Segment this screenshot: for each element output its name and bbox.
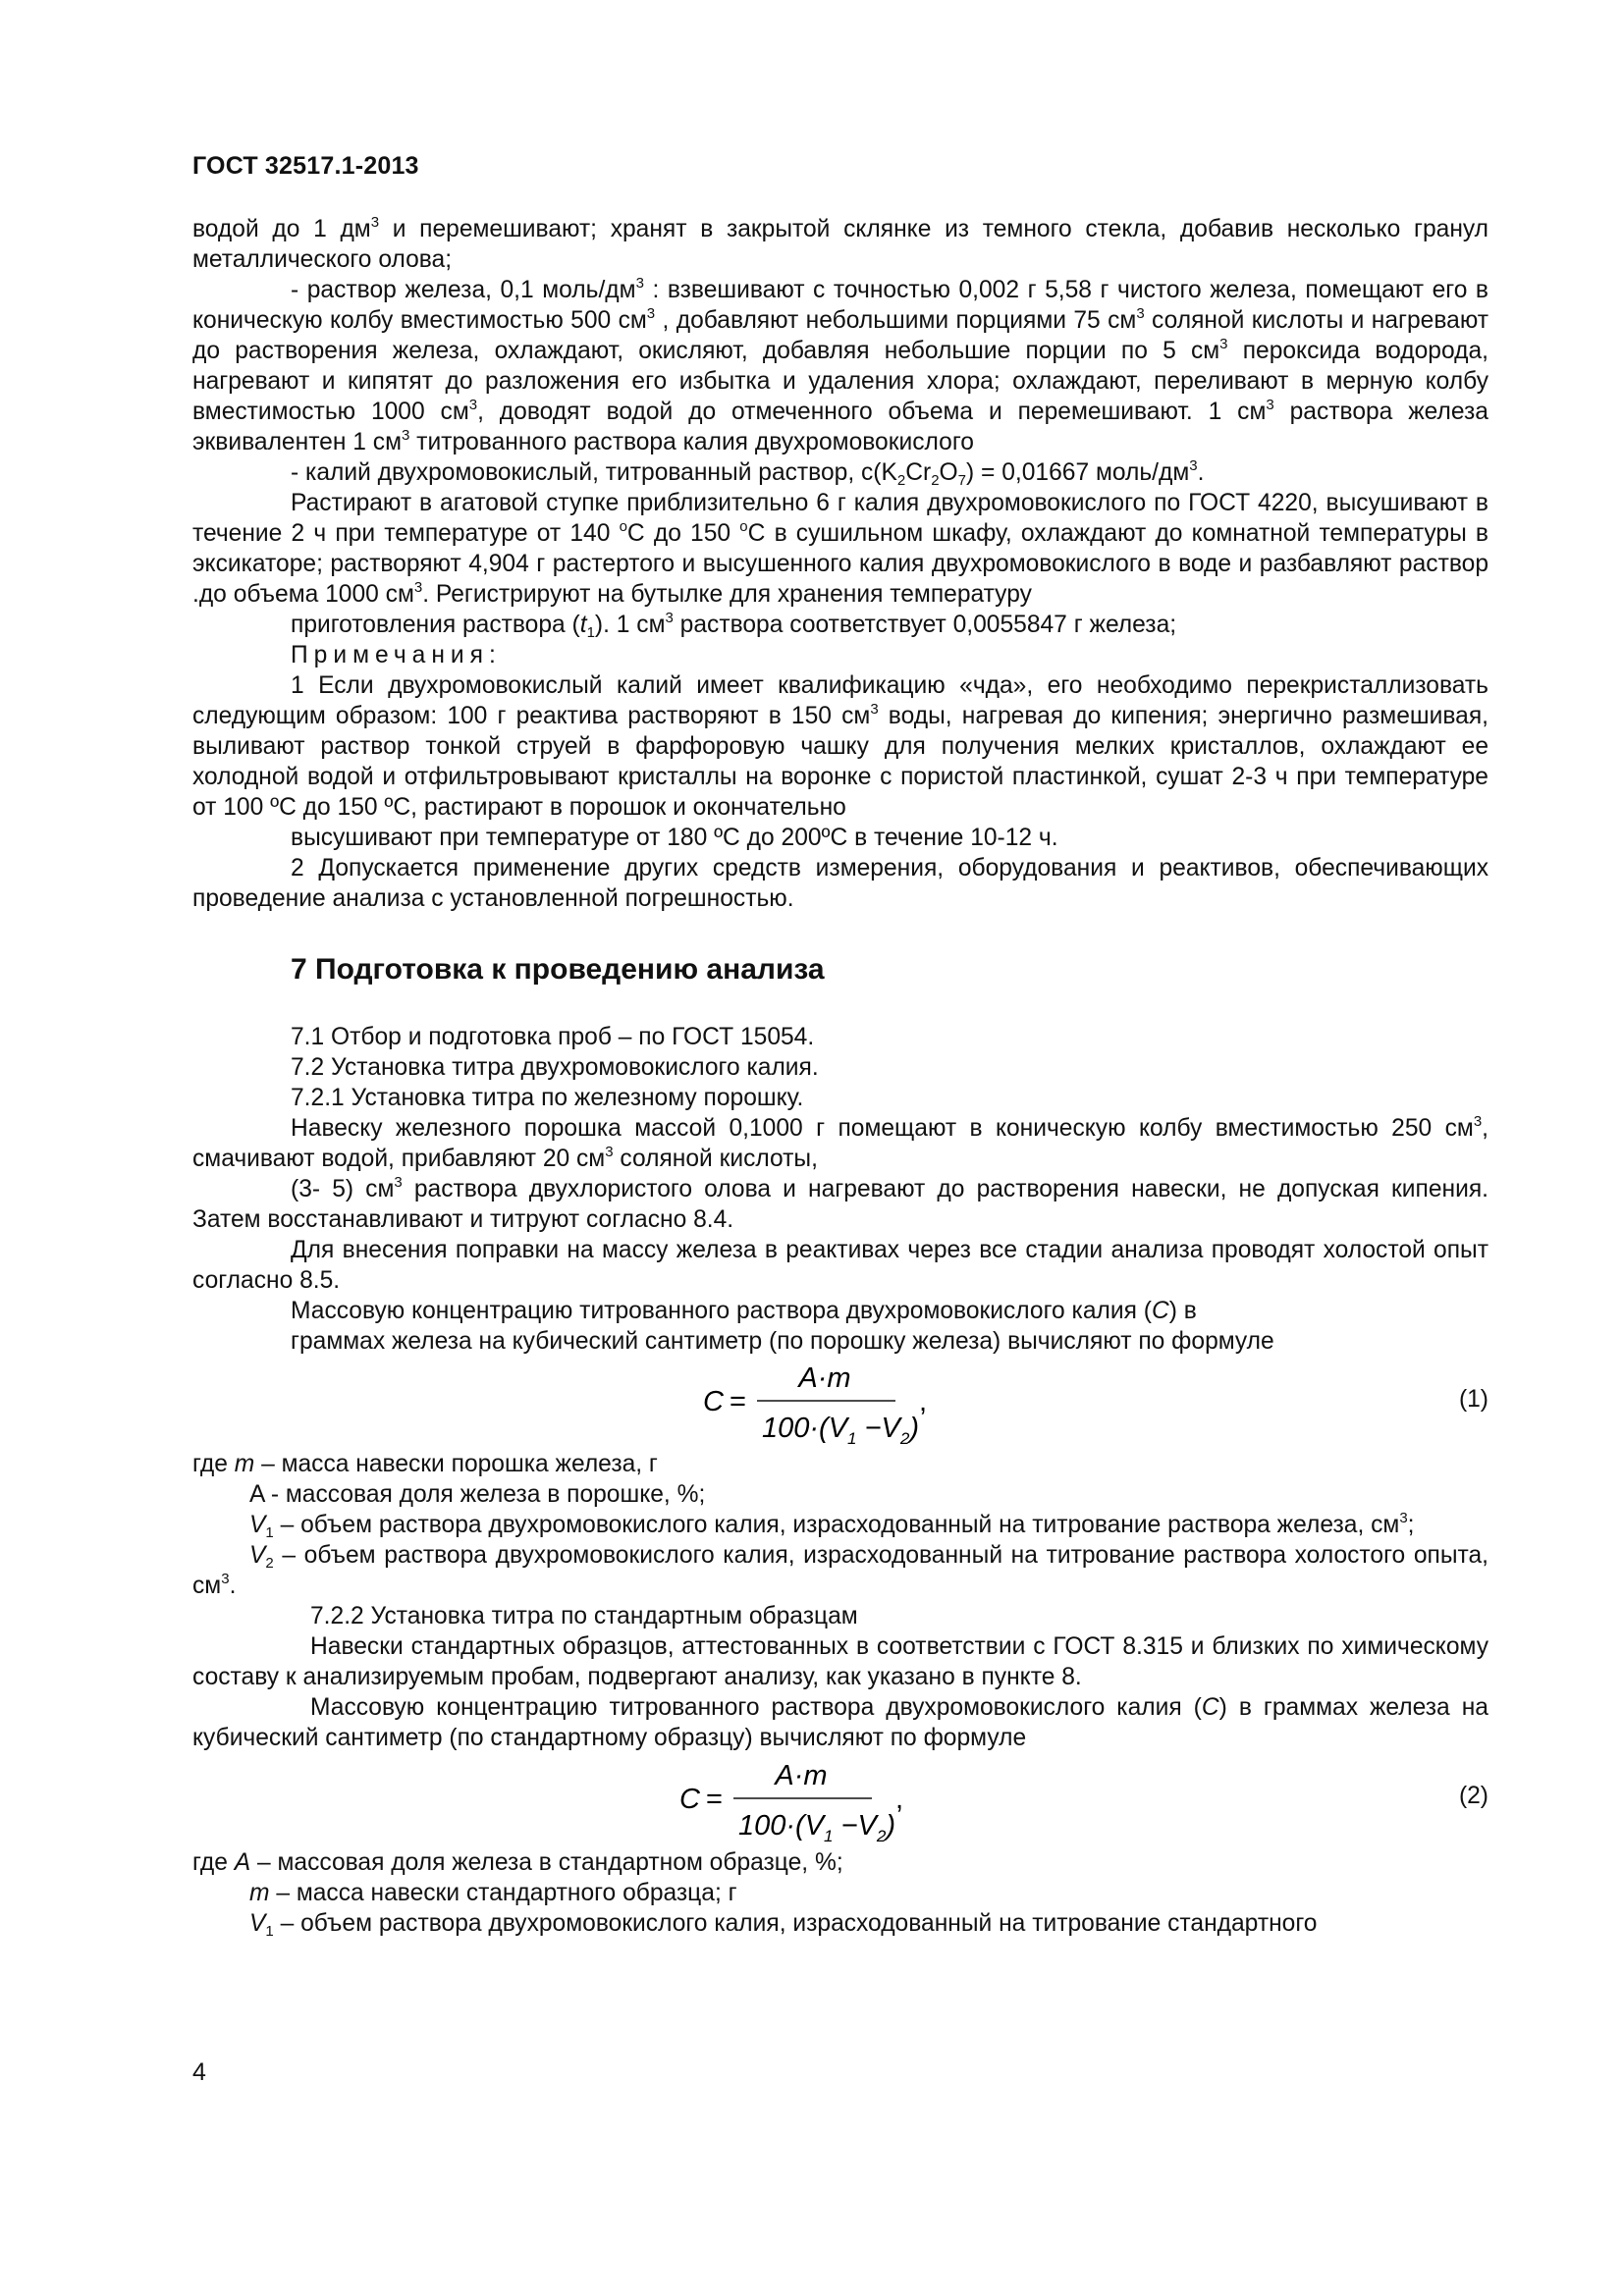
where-v1-iron: $V_1$ – объем раствора двухромовокислого калия, израсходованный на титрование раствора железа, $см^3$; xyxy=(249,1510,1415,1541)
clause-7-1: 7.1 Отбор и подготовка проб – по ГОСТ 15054. xyxy=(291,1024,815,1050)
where-m-standard: m – масса навески стандартного образца; г xyxy=(249,1880,737,1906)
paragraph-tin-storage: водой до 1 $дм^3$ и перемешивают; хранят в закрытой склянке из темного стекла, добавив несколько гранул металлического олова; xyxy=(192,214,1489,273)
formula-2 xyxy=(192,1753,1488,1847)
note-1-continuation: высушивают при температуре от 180 ºС до 200ºС в течение 10-12 ч. xyxy=(291,825,1058,851)
clause-7-2-2-concentration: Массовую концентрацию титрованного раствора двухромовокислого калия (C) в граммах железа на кубический сантиметр (по стандартному образцу) вычисляют по формуле xyxy=(192,1694,1488,1751)
formula-2-comma: , xyxy=(895,1784,904,1815)
clause-7-2-1: 7.2.1 Установка титра по железному порошку. xyxy=(291,1085,804,1111)
formula-2-numerator: A·m xyxy=(775,1760,828,1791)
clause-7-2-1-tin: (3- 5) $см^3$ раствора двухлористого олова и нагревают до растворения навески, не допуская кипения. Затем восстанавливают и титруют согласно 8.4. xyxy=(192,1174,1489,1233)
formula-1-lhs: C xyxy=(703,1386,724,1417)
where-a-powder: A - массовая доля железа в порошке, %; xyxy=(249,1481,706,1508)
where-m-powder: где m – масса навески порошка железа, г xyxy=(192,1451,658,1477)
note-2: 2 Допускается применение других средств измерения, оборудования и реактивов, обеспечивающих проведение анализа с установленной погрешностью. xyxy=(192,855,1488,912)
section-7-title: 7 Подготовка к проведению анализа xyxy=(291,953,825,986)
formula-2-equals: = xyxy=(706,1784,723,1815)
clause-7-2-2: 7.2.2 Установка титра по стандартным образцам xyxy=(310,1603,858,1629)
clause-7-2-1-formula-intro: граммах железа на кубический сантиметр (по порошку железа) вычисляют по формуле xyxy=(291,1328,1274,1355)
paragraph-grinding: Растирают в агатовой ступке приблизительно 6 г калия двухромовокислого по ГОСТ 4220, высушивают в течение 2 ч при температуре от 140 $^o$С до 150 $^o$С в сушильном шкафу, охлаждают до комнатной температуры в эксикаторе; растворяют 4,904 г растертого и высушенного калия двухромовокислого в воде и разбавляют раствор .до объема 1000 $см^3$. Регистрируют на бутылке для хранения температуру xyxy=(192,490,1488,608)
document-body xyxy=(192,214,1488,1939)
formula-1 xyxy=(192,1357,1488,1449)
paragraph-iron-solution: - раствор железа, 0,1 моль/$дм^3$ : взвешивают с точностью 0,002 г 5,58 г чистого железа, помещают его в коническую колбу вместимостью 500 $см^3$ , добавляют небольшими порциями 75 $см^3$ соляной кислоты и нагревают до растворения железа, охлаждают, окисляют, добавляя небольшие порции по 5 $см^3$ пероксида водорода, нагревают и кипятят до разложения его избытка и удаления хлора; охлаждают, переливают в мерную колбу вместимостью 1000 $см^3$, доводят водой до отмеченного объема и перемешивают. 1 $см^3$ раствора железа эквивалентен 1 $см^3$ титрованного раствора калия двухромовокислого xyxy=(192,275,1488,455)
where-v2-blank: $V_2$ – объем раствора двухромовокислого калия, израсходованный на титрование раствора холостого опыта, $см^3$. xyxy=(192,1542,1488,1599)
formula-1-denominator: $100\cdot(V_1 -V_2)$ xyxy=(762,1413,919,1448)
formula-1-numerator: A·m xyxy=(798,1362,851,1394)
notes-title: Примечания: xyxy=(291,642,502,668)
paragraph-preparation-temperature: приготовления раствора $(t_1)$. 1 $см^3$ раствора соответствует 0,0055847 г железа; xyxy=(291,610,1177,641)
formula-1-expression xyxy=(703,1357,1096,1449)
formula-1-number: (1) xyxy=(1458,1386,1488,1413)
formula-2-lhs: C xyxy=(679,1784,700,1815)
clause-7-2-2-standards: Навески стандартных образцов, аттестованных в соответствии с ГОСТ 8.315 и близких по химическому составу к анализируемым пробам, подвергают анализу, как указано в пункте 8. xyxy=(192,1633,1488,1690)
note-1: 1 Если двухромовокислый калий имеет квалификацию «чда», его необходимо перекристаллизовать следующим образом: 100 г реактива растворяют в 150 $см^3$ воды, нагревая до кипения; энергично размешивая, выливают раствор тонкой струей в фарфоровую чашку для получения мелких кристаллов, охлаждают ее холодной водой и отфильтровывают кристаллы на воронке с пористой пластинкой, сушат 2-3 ч при температуре от 100 ºС до 150 ºС, растирают в порошок и окончательно xyxy=(192,672,1488,821)
formula-2-expression xyxy=(679,1753,1072,1847)
clause-7-2-1-concentration: Массовую концентрацию титрованного раствора двухромовокислого калия (C) в xyxy=(291,1298,1197,1324)
document-code-header: ГОСТ 32517.1-2013 xyxy=(192,152,419,180)
where-v1-standard: $V_1$ – объем раствора двухромовокислого калия, израсходованный на титрование стандартного xyxy=(249,1910,1318,1940)
page-number: 4 xyxy=(192,2058,206,2086)
where-a-standard: где A – массовая доля железа в стандартном образце, %; xyxy=(192,1849,843,1876)
formula-1-equals: = xyxy=(730,1386,746,1417)
clause-7-2: 7.2 Установка титра двухромовокислого калия. xyxy=(291,1054,819,1081)
formula-1-comma: , xyxy=(919,1386,928,1417)
formula-2-denominator: $100\cdot(V_1 -V_2)$ xyxy=(738,1810,895,1845)
paragraph-dichromate-solution: - калий двухромовокислый, титрованный раствор, $с(K_2Cr_2O_7) = 0,01667$ моль/$дм^3$. xyxy=(291,457,1205,489)
formula-2-number: (2) xyxy=(1458,1783,1488,1809)
clause-7-2-1-blank: Для внесения поправки на массу железа в реактивах через все стадии анализа проводят холостой опыт согласно 8.5. xyxy=(192,1237,1488,1294)
clause-7-2-1-sample: Навеску железного порошка массой 0,1000 г помещают в коническую колбу вместимостью 250 $см^3$, смачивают водой, прибавляют 20 $см^3$ соляной кислоты, xyxy=(192,1113,1488,1172)
